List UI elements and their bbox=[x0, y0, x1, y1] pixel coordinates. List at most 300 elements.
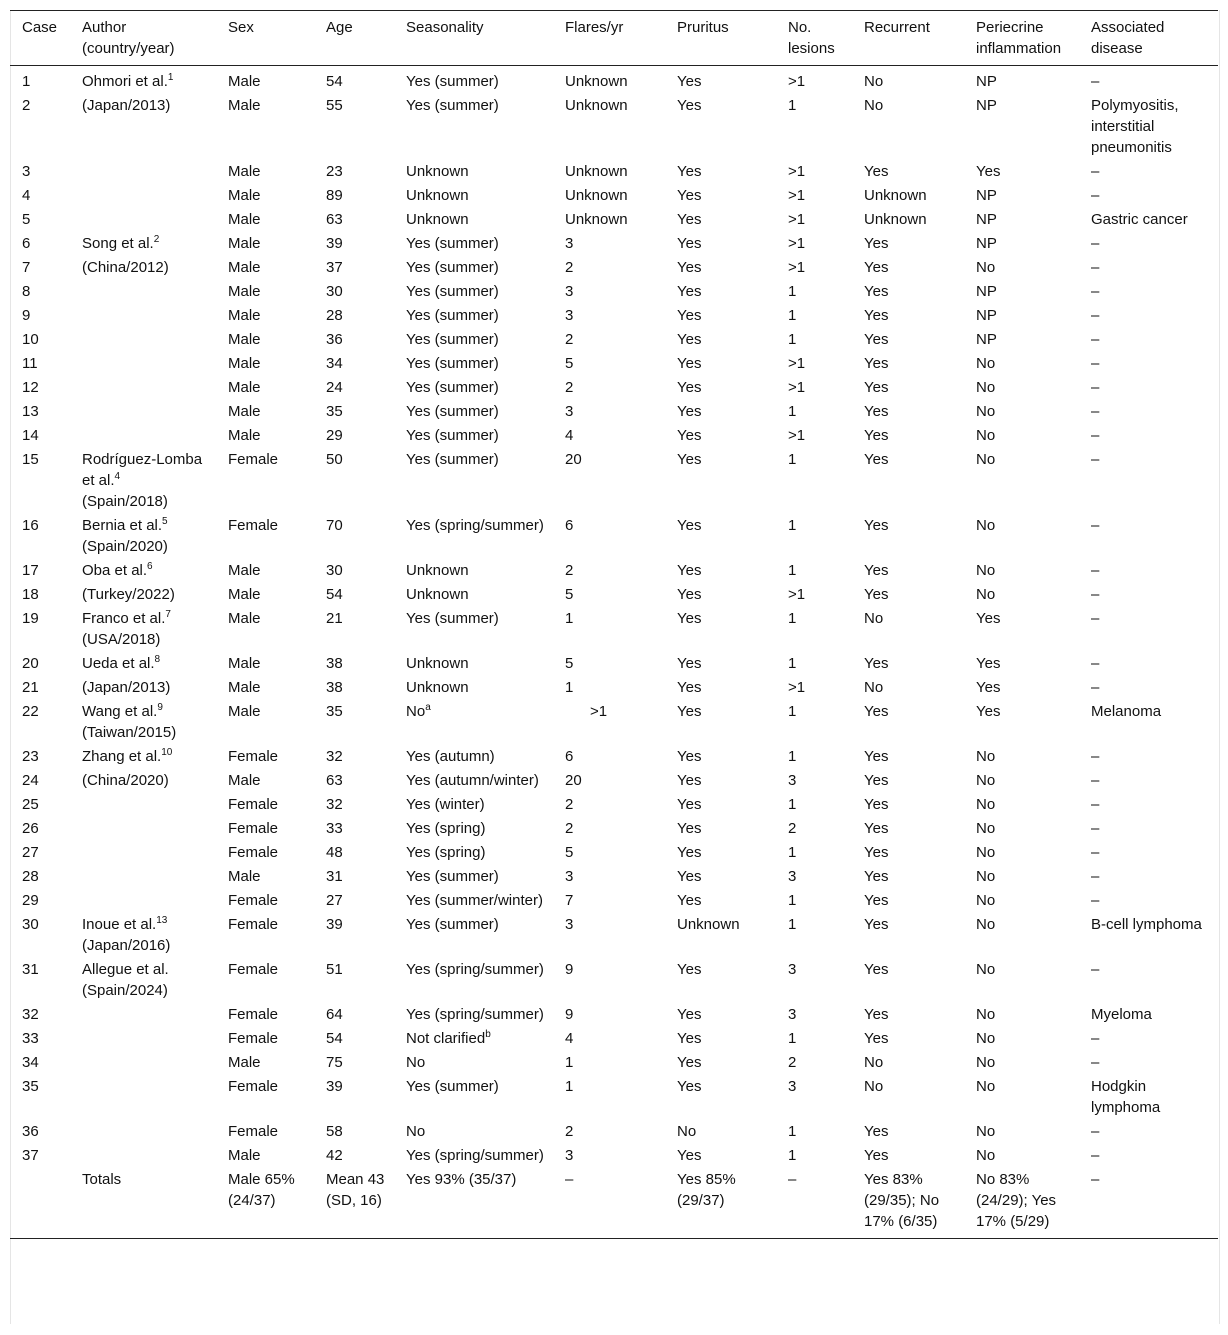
cell-recurrent-text: Yes bbox=[864, 748, 889, 765]
cell-author bbox=[70, 304, 216, 328]
cell-pruritus bbox=[665, 793, 776, 817]
cell-flares-text: 2 bbox=[565, 259, 574, 276]
cell-lesions-text: 2 bbox=[788, 1054, 797, 1071]
cell-associated-disease bbox=[1079, 793, 1218, 817]
cell-case bbox=[10, 1075, 70, 1120]
table-row bbox=[10, 1120, 1218, 1144]
cell-periecrine bbox=[964, 184, 1079, 208]
cell-periecrine bbox=[964, 769, 1079, 793]
cell-seasonality-text: Yes (summer/winter) bbox=[406, 892, 543, 909]
cell-lesions-text: 1 bbox=[788, 703, 797, 720]
cell-seasonality bbox=[394, 1120, 553, 1144]
cell-sex-text: Male bbox=[228, 1054, 261, 1071]
cell-sex-text: Male bbox=[228, 163, 261, 180]
cell-associated-disease bbox=[1079, 1003, 1218, 1027]
cell-age-text: 70 bbox=[326, 517, 343, 534]
cell-case bbox=[10, 280, 70, 304]
cell-flares bbox=[553, 256, 665, 280]
table-row bbox=[10, 958, 1218, 1003]
cell-author bbox=[70, 583, 216, 607]
cell-case-text: 16 bbox=[22, 517, 39, 534]
cell-flares-text: 2 bbox=[565, 331, 574, 348]
cell-sex-text: Male bbox=[228, 586, 261, 603]
cell-flares-text: 6 bbox=[565, 517, 574, 534]
cell-associated-disease-text: – bbox=[1091, 772, 1100, 789]
cell-seasonality-text: Yes (spring/summer) bbox=[406, 1147, 544, 1164]
cell-seasonality bbox=[394, 514, 553, 559]
cell-seasonality bbox=[394, 1003, 553, 1027]
cell-pruritus-text: Yes bbox=[677, 307, 702, 324]
cell-periecrine-text: NP bbox=[976, 73, 997, 90]
cell-author-country: (Spain/2018) bbox=[82, 493, 168, 510]
cell-periecrine-text: No bbox=[976, 355, 996, 372]
cell-lesions bbox=[776, 745, 852, 769]
cell-case-text: 8 bbox=[22, 283, 31, 300]
cell-seasonality-text: Yes (summer) bbox=[406, 451, 499, 468]
cell-pruritus bbox=[665, 280, 776, 304]
cell-flares-text: Unknown bbox=[565, 97, 628, 114]
cell-seasonality-text: Unknown bbox=[406, 655, 469, 672]
cell-periecrine bbox=[964, 1027, 1079, 1051]
table-row bbox=[10, 448, 1218, 514]
cell-case-text: 5 bbox=[22, 211, 31, 228]
cell-age-text: 54 bbox=[326, 1030, 343, 1047]
cell-age-text: 31 bbox=[326, 868, 343, 885]
cell-pruritus bbox=[665, 865, 776, 889]
cell-seasonality-text: Yes (summer) bbox=[406, 403, 499, 420]
cell-case bbox=[10, 94, 70, 160]
cell-lesions bbox=[776, 352, 852, 376]
cell-periecrine bbox=[964, 514, 1079, 559]
table-row bbox=[10, 745, 1218, 769]
cell-lesions bbox=[776, 94, 852, 160]
cell-age-text: 51 bbox=[326, 961, 343, 978]
cell-seasonality bbox=[394, 700, 553, 745]
cell-recurrent-text: Yes bbox=[864, 1030, 889, 1047]
cell-seasonality bbox=[394, 208, 553, 232]
cell-recurrent bbox=[852, 424, 964, 448]
cell-associated-disease-text: – bbox=[1091, 1171, 1100, 1188]
cell-periecrine bbox=[964, 1168, 1079, 1239]
cell-recurrent bbox=[852, 841, 964, 865]
cell-pruritus-text: Yes bbox=[677, 163, 702, 180]
cell-flares bbox=[553, 328, 665, 352]
cell-associated-disease bbox=[1079, 280, 1218, 304]
cell-author bbox=[70, 1075, 216, 1120]
cell-lesions-text: 1 bbox=[788, 562, 797, 579]
cell-recurrent bbox=[852, 66, 964, 95]
reference-superscript: 10 bbox=[161, 747, 173, 758]
cell-age-text: 29 bbox=[326, 427, 343, 444]
cell-flares bbox=[553, 232, 665, 256]
cell-lesions bbox=[776, 376, 852, 400]
cell-seasonality-text: Yes (summer) bbox=[406, 610, 499, 627]
cell-pruritus-text: Yes bbox=[677, 703, 702, 720]
cell-age bbox=[314, 559, 394, 583]
cell-flares bbox=[553, 817, 665, 841]
cell-recurrent-text: No bbox=[864, 1054, 884, 1071]
cell-lesions bbox=[776, 424, 852, 448]
cell-case bbox=[10, 583, 70, 607]
cell-associated-disease bbox=[1079, 400, 1218, 424]
cell-pruritus-text: Yes bbox=[677, 73, 702, 90]
cell-author bbox=[70, 208, 216, 232]
cell-seasonality-text: Unknown bbox=[406, 679, 469, 696]
cell-periecrine-text: No bbox=[976, 259, 996, 276]
cell-author-text: Ohmori et al. bbox=[82, 73, 168, 90]
cell-flares-text: 3 bbox=[565, 916, 574, 933]
cell-age-text: 55 bbox=[326, 97, 343, 114]
cell-author-text: Allegue et al. bbox=[82, 961, 169, 978]
cell-periecrine-text: NP bbox=[976, 97, 997, 114]
cell-recurrent bbox=[852, 184, 964, 208]
cell-pruritus bbox=[665, 583, 776, 607]
cell-flares bbox=[553, 865, 665, 889]
cell-age-text: 35 bbox=[326, 403, 343, 420]
cell-author bbox=[70, 1051, 216, 1075]
cell-periecrine bbox=[964, 352, 1079, 376]
cell-flares-text: 2 bbox=[565, 796, 574, 813]
cell-lesions bbox=[776, 1120, 852, 1144]
cell-lesions bbox=[776, 66, 852, 95]
cell-author bbox=[70, 232, 216, 256]
cell-seasonality bbox=[394, 1051, 553, 1075]
cell-recurrent-text: Yes bbox=[864, 703, 889, 720]
cell-seasonality bbox=[394, 769, 553, 793]
cell-sex bbox=[216, 400, 314, 424]
cell-seasonality bbox=[394, 256, 553, 280]
cell-lesions-text: 1 bbox=[788, 283, 797, 300]
cell-recurrent bbox=[852, 1027, 964, 1051]
cell-lesions bbox=[776, 841, 852, 865]
reference-superscript: 6 bbox=[147, 561, 153, 572]
cell-seasonality-text: Yes (winter) bbox=[406, 796, 485, 813]
table-row bbox=[10, 184, 1218, 208]
cell-seasonality-text: Yes (autumn/winter) bbox=[406, 772, 539, 789]
cell-author bbox=[70, 769, 216, 793]
cell-case-text: 32 bbox=[22, 1006, 39, 1023]
cell-pruritus-text: Yes bbox=[677, 868, 702, 885]
cell-case-text: 3 bbox=[22, 163, 31, 180]
cell-periecrine-text: No bbox=[976, 892, 996, 909]
cell-flares-text: 9 bbox=[565, 1006, 574, 1023]
cell-author-text: Rodríguez-Lomba et al. bbox=[82, 451, 203, 489]
cell-sex bbox=[216, 958, 314, 1003]
cell-seasonality bbox=[394, 652, 553, 676]
cell-periecrine-text: NP bbox=[976, 331, 997, 348]
cell-flares bbox=[553, 559, 665, 583]
table-row bbox=[10, 700, 1218, 745]
cell-lesions bbox=[776, 769, 852, 793]
cell-pruritus bbox=[665, 676, 776, 700]
cell-seasonality-text: Yes (spring/summer) bbox=[406, 1006, 544, 1023]
cell-pruritus-text: Yes bbox=[677, 586, 702, 603]
cell-seasonality bbox=[394, 424, 553, 448]
cell-flares bbox=[553, 352, 665, 376]
cell-author bbox=[70, 1120, 216, 1144]
cell-sex-text: Female bbox=[228, 796, 279, 813]
cell-seasonality bbox=[394, 676, 553, 700]
cell-case-text: 34 bbox=[22, 1054, 39, 1071]
cell-seasonality bbox=[394, 913, 553, 958]
reference-superscript: 7 bbox=[165, 609, 171, 620]
cell-author-country: (USA/2018) bbox=[82, 631, 161, 648]
cell-seasonality bbox=[394, 817, 553, 841]
cell-sex bbox=[216, 889, 314, 913]
cell-periecrine-text: No bbox=[976, 820, 996, 837]
cell-recurrent-text: Yes bbox=[864, 427, 889, 444]
cell-lesions-text: 1 bbox=[788, 403, 797, 420]
cell-periecrine bbox=[964, 1120, 1079, 1144]
cell-periecrine bbox=[964, 745, 1079, 769]
cell-case bbox=[10, 1168, 70, 1239]
cell-author bbox=[70, 1168, 216, 1239]
cell-recurrent-text: Yes bbox=[864, 961, 889, 978]
cell-pruritus-text: Yes bbox=[677, 331, 702, 348]
cell-sex bbox=[216, 160, 314, 184]
cell-flares bbox=[553, 66, 665, 95]
cell-age-text: 39 bbox=[326, 1078, 343, 1095]
cell-sex bbox=[216, 913, 314, 958]
cell-pruritus-text: Yes 85% (29/37) bbox=[677, 1171, 736, 1209]
cell-periecrine bbox=[964, 304, 1079, 328]
cell-periecrine bbox=[964, 958, 1079, 1003]
cell-flares-text: >1 bbox=[565, 703, 608, 720]
cell-periecrine bbox=[964, 676, 1079, 700]
cell-pruritus bbox=[665, 232, 776, 256]
cell-recurrent bbox=[852, 745, 964, 769]
cell-pruritus bbox=[665, 400, 776, 424]
cell-case bbox=[10, 700, 70, 745]
cell-periecrine bbox=[964, 700, 1079, 745]
cell-periecrine bbox=[964, 448, 1079, 514]
cell-recurrent bbox=[852, 1003, 964, 1027]
table-row bbox=[10, 913, 1218, 958]
cell-flares bbox=[553, 514, 665, 559]
cell-sex-text: Male bbox=[228, 211, 261, 228]
cell-seasonality bbox=[394, 280, 553, 304]
cell-seasonality-text: Yes (summer) bbox=[406, 235, 499, 252]
cell-periecrine-text: NP bbox=[976, 307, 997, 324]
cell-associated-disease-text: – bbox=[1091, 259, 1100, 276]
cell-lesions bbox=[776, 1144, 852, 1168]
cell-periecrine bbox=[964, 913, 1079, 958]
cell-associated-disease bbox=[1079, 559, 1218, 583]
cell-case bbox=[10, 352, 70, 376]
cell-seasonality-text: Yes (summer) bbox=[406, 73, 499, 90]
table-row bbox=[10, 817, 1218, 841]
cell-seasonality-text: Yes 93% (35/37) bbox=[406, 1171, 517, 1188]
cell-sex bbox=[216, 1075, 314, 1120]
cell-pruritus-text: Yes bbox=[677, 1078, 702, 1095]
cell-periecrine bbox=[964, 328, 1079, 352]
reference-superscript: 8 bbox=[154, 654, 161, 665]
cell-periecrine-text: Yes bbox=[976, 655, 1001, 672]
cell-case-text: 17 bbox=[22, 562, 39, 579]
cell-pruritus bbox=[665, 889, 776, 913]
cell-associated-disease bbox=[1079, 769, 1218, 793]
cell-age bbox=[314, 376, 394, 400]
cell-seasonality bbox=[394, 958, 553, 1003]
cell-lesions-text: 1 bbox=[788, 1147, 797, 1164]
cell-periecrine bbox=[964, 1075, 1079, 1120]
cell-age bbox=[314, 889, 394, 913]
cell-age bbox=[314, 745, 394, 769]
cell-age bbox=[314, 1120, 394, 1144]
cell-periecrine-text: No bbox=[976, 844, 996, 861]
table-row bbox=[10, 1144, 1218, 1168]
table-row bbox=[10, 769, 1218, 793]
cell-pruritus bbox=[665, 208, 776, 232]
cell-seasonality bbox=[394, 559, 553, 583]
cell-flares-text: 2 bbox=[565, 1123, 574, 1140]
cell-associated-disease-text: – bbox=[1091, 679, 1100, 696]
cell-periecrine-text: No bbox=[976, 1078, 996, 1095]
cell-periecrine bbox=[964, 232, 1079, 256]
cell-sex-text: Female bbox=[228, 1078, 279, 1095]
cell-age-text: 63 bbox=[326, 211, 343, 228]
cell-case bbox=[10, 328, 70, 352]
cell-sex bbox=[216, 304, 314, 328]
table-body bbox=[10, 66, 1218, 1239]
cell-author-country: (Spain/2024) bbox=[82, 982, 168, 999]
totals-row bbox=[10, 1168, 1218, 1239]
table-row bbox=[10, 583, 1218, 607]
cell-author bbox=[70, 256, 216, 280]
cell-case bbox=[10, 208, 70, 232]
cell-case-text: 19 bbox=[22, 610, 39, 627]
table-row bbox=[10, 208, 1218, 232]
cell-author bbox=[70, 448, 216, 514]
cell-periecrine bbox=[964, 280, 1079, 304]
cell-case bbox=[10, 66, 70, 95]
cell-seasonality bbox=[394, 160, 553, 184]
cell-associated-disease-text: – bbox=[1091, 748, 1100, 765]
cell-seasonality bbox=[394, 607, 553, 652]
cell-flares-text: 3 bbox=[565, 868, 574, 885]
cell-case-text: 13 bbox=[22, 403, 39, 420]
cell-sex-text: Male bbox=[228, 562, 261, 579]
cell-flares bbox=[553, 793, 665, 817]
cell-lesions-text: 1 bbox=[788, 655, 797, 672]
cell-sex-text: Female bbox=[228, 1006, 279, 1023]
cell-age bbox=[314, 1144, 394, 1168]
cell-case-text: 33 bbox=[22, 1030, 39, 1047]
cell-lesions-text: >1 bbox=[788, 427, 806, 444]
cell-case bbox=[10, 958, 70, 1003]
cell-recurrent-text: No bbox=[864, 610, 884, 627]
cell-pruritus bbox=[665, 328, 776, 352]
cell-case bbox=[10, 1051, 70, 1075]
cell-periecrine-text: No bbox=[976, 1030, 996, 1047]
cell-pruritus-text: Yes bbox=[677, 283, 702, 300]
cell-recurrent bbox=[852, 559, 964, 583]
cell-age-text: 32 bbox=[326, 796, 343, 813]
cell-sex bbox=[216, 1120, 314, 1144]
cell-sex-text: Male bbox=[228, 73, 261, 90]
cell-sex bbox=[216, 448, 314, 514]
cell-associated-disease-text: – bbox=[1091, 283, 1100, 300]
cell-pruritus bbox=[665, 256, 776, 280]
cell-associated-disease-text: – bbox=[1091, 403, 1100, 420]
cell-recurrent-text: Yes bbox=[864, 451, 889, 468]
cell-sex-text: Male bbox=[228, 379, 261, 396]
cell-sex bbox=[216, 817, 314, 841]
cell-lesions bbox=[776, 256, 852, 280]
cell-sex-text: Male bbox=[228, 259, 261, 276]
cell-seasonality-text: Yes (spring/summer) bbox=[406, 961, 544, 978]
cell-associated-disease bbox=[1079, 448, 1218, 514]
cell-periecrine bbox=[964, 94, 1079, 160]
case-table bbox=[10, 10, 1218, 1239]
cell-seasonality-text: Yes (summer) bbox=[406, 259, 499, 276]
cell-recurrent-text: Yes bbox=[864, 655, 889, 672]
cell-periecrine bbox=[964, 66, 1079, 95]
cell-age-text: 63 bbox=[326, 772, 343, 789]
cell-flares bbox=[553, 676, 665, 700]
cell-author bbox=[70, 793, 216, 817]
cell-seasonality bbox=[394, 1144, 553, 1168]
table-header-row bbox=[10, 11, 1218, 66]
reference-superscript: 1 bbox=[167, 72, 174, 83]
cell-flares bbox=[553, 1027, 665, 1051]
cell-periecrine bbox=[964, 1144, 1079, 1168]
table-row bbox=[10, 232, 1218, 256]
cell-seasonality-text: Yes (summer) bbox=[406, 331, 499, 348]
cell-recurrent-text: Yes bbox=[864, 916, 889, 933]
cell-associated-disease-text: – bbox=[1091, 586, 1100, 603]
cell-sex bbox=[216, 583, 314, 607]
cell-age bbox=[314, 793, 394, 817]
cell-seasonality bbox=[394, 1075, 553, 1120]
cell-author-text: Song et al. bbox=[82, 235, 154, 252]
cell-recurrent-text: No bbox=[864, 73, 884, 90]
cell-case bbox=[10, 913, 70, 958]
cell-recurrent bbox=[852, 94, 964, 160]
cell-flares bbox=[553, 184, 665, 208]
cell-recurrent bbox=[852, 583, 964, 607]
cell-periecrine-text: No bbox=[976, 748, 996, 765]
table-row bbox=[10, 865, 1218, 889]
cell-flares-text: 3 bbox=[565, 307, 574, 324]
cell-age-text: 54 bbox=[326, 586, 343, 603]
cell-associated-disease-text: – bbox=[1091, 796, 1100, 813]
cell-associated-disease bbox=[1079, 913, 1218, 958]
cell-lesions-text: >1 bbox=[788, 355, 806, 372]
cell-seasonality bbox=[394, 1168, 553, 1239]
cell-case-text: 26 bbox=[22, 820, 39, 837]
cell-case bbox=[10, 424, 70, 448]
cell-case-text: 18 bbox=[22, 586, 39, 603]
cell-sex-text: Male bbox=[228, 868, 261, 885]
cell-sex bbox=[216, 865, 314, 889]
cell-lesions-text: >1 bbox=[788, 235, 806, 252]
cell-lesions-text: >1 bbox=[788, 586, 806, 603]
cell-case-text: 35 bbox=[22, 1078, 39, 1095]
cell-flares-text: – bbox=[565, 1171, 574, 1188]
cell-pruritus-text: Yes bbox=[677, 403, 702, 420]
cell-author bbox=[70, 1144, 216, 1168]
cell-flares-text: 7 bbox=[565, 892, 574, 909]
cell-recurrent-text: Yes bbox=[864, 796, 889, 813]
cell-flares-text: Unknown bbox=[565, 211, 628, 228]
cell-lesions-text: 1 bbox=[788, 844, 797, 861]
cell-lesions-text: 1 bbox=[788, 892, 797, 909]
cell-associated-disease-text: – bbox=[1091, 451, 1100, 468]
cell-case bbox=[10, 745, 70, 769]
cell-pruritus bbox=[665, 160, 776, 184]
cell-recurrent bbox=[852, 1168, 964, 1239]
